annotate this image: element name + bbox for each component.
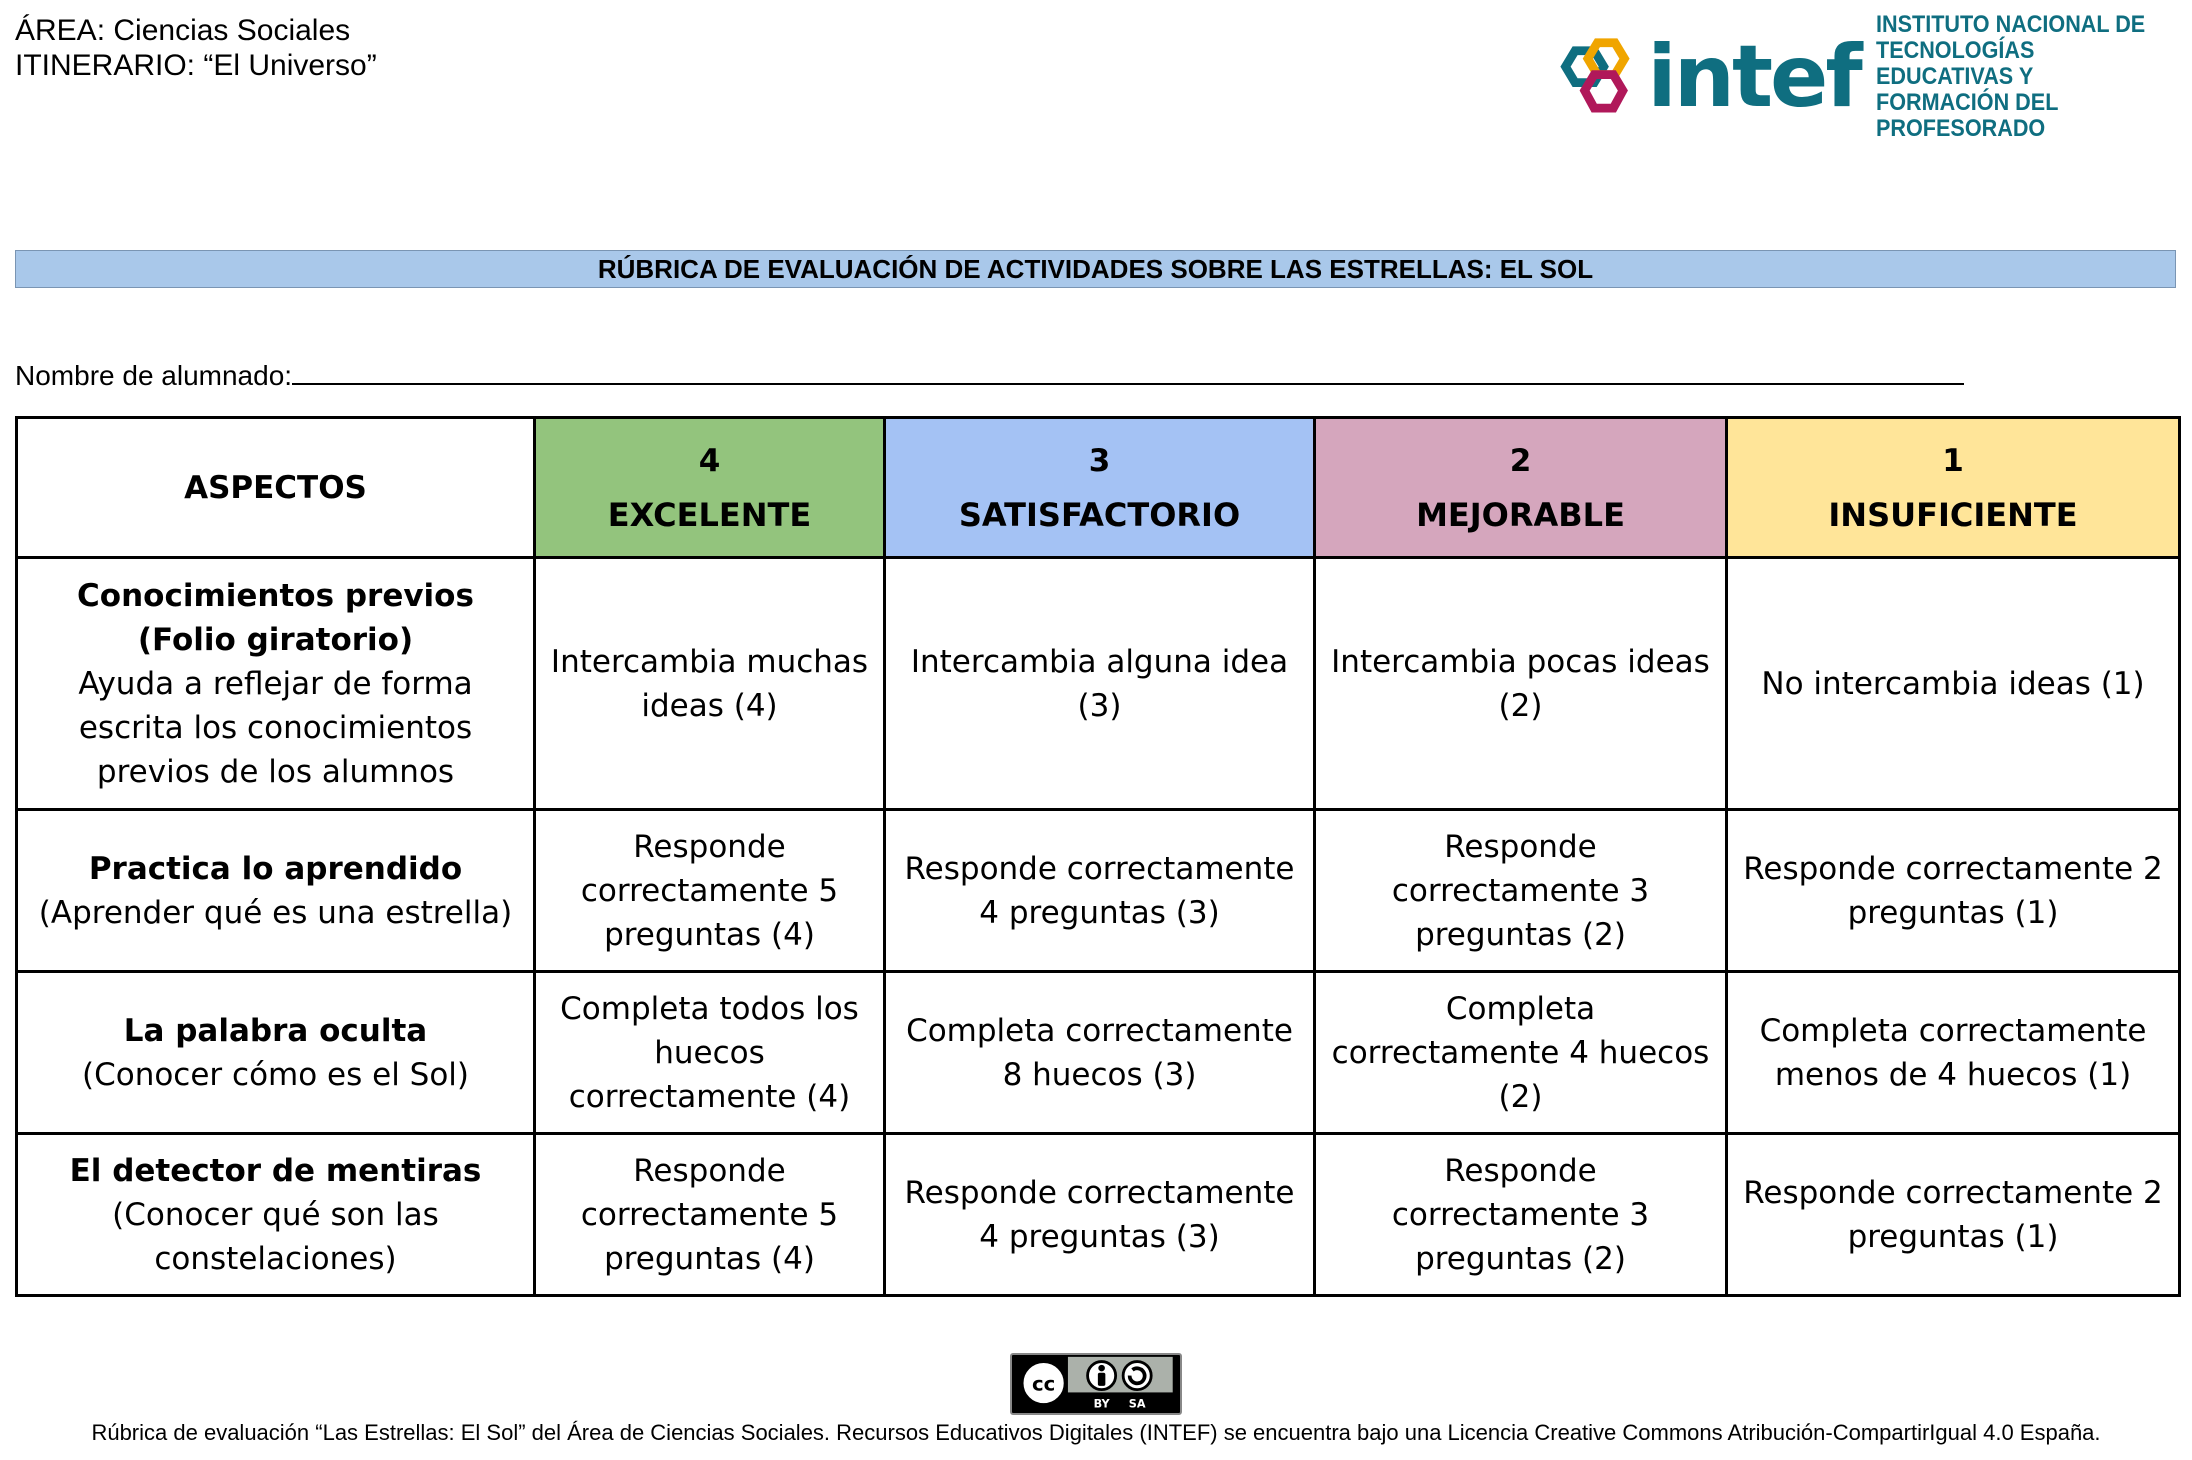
itinerario-label: ITINERARIO: “El Universo” bbox=[15, 49, 377, 82]
aspect-description: (Conocer cómo es el Sol) bbox=[81, 1056, 470, 1093]
criterion-cell: Responde correctamente 3 preguntas (2) bbox=[1315, 810, 1727, 972]
rubric-row bbox=[17, 810, 2180, 972]
rubric-row bbox=[17, 972, 2180, 1134]
student-name-blank-line bbox=[292, 355, 1964, 385]
by-body bbox=[1098, 1373, 1105, 1386]
criterion-cell: Intercambia pocas ideas (2) bbox=[1315, 558, 1727, 810]
level-header-excelente bbox=[535, 418, 885, 558]
aspect-cell bbox=[17, 972, 535, 1134]
institute-name bbox=[1876, 12, 2161, 142]
criterion-cell: Responde correctamente 4 preguntas (3) bbox=[885, 1134, 1315, 1296]
criterion-cell: Responde correctamente 3 preguntas (2) bbox=[1315, 1134, 1727, 1296]
criterion-cell: Intercambia alguna idea (3) bbox=[885, 558, 1315, 810]
criterion-cell: Responde correctamente 4 preguntas (3) bbox=[885, 810, 1315, 972]
criterion-cell: No intercambia ideas (1) bbox=[1727, 558, 2180, 810]
license-footer: Rúbrica de evaluación “Las Estrellas: El Sol” del Área de Ciencias Sociales. Recursos Educativos Digitales (INTEF) se encuentra bajo una Licencia Creative Commons Atribución-CompartirIgual 4.0 España. bbox=[91, 1420, 2101, 1445]
criterion-cell: Responde correctamente 2 preguntas (1) bbox=[1727, 1134, 2180, 1296]
by-head bbox=[1098, 1365, 1105, 1372]
criterion-cell: Completa correctamente 8 huecos (3) bbox=[885, 972, 1315, 1134]
student-name-field bbox=[15, 355, 1964, 394]
institute-line: FORMACIÓN DEL PROFESORADO bbox=[1875, 89, 2058, 142]
criterion-cell: Responde correctamente 2 preguntas (1) bbox=[1727, 810, 2180, 972]
aspect-description: Ayuda a reflejar de forma escrita los conocimientos previos de los alumnos bbox=[78, 665, 473, 790]
level-header-insuficiente bbox=[1727, 418, 2180, 558]
rubric-row bbox=[17, 558, 2180, 810]
aspect-title: La palabra oculta bbox=[123, 1012, 428, 1049]
rubric-table bbox=[15, 416, 2181, 1297]
criterion-cell: Completa correctamente 4 huecos (2) bbox=[1315, 972, 1727, 1134]
level-score: 2 bbox=[1509, 442, 1532, 479]
rubric-title: RÚBRICA DE EVALUACIÓN DE ACTIVIDADES SOBRE LAS ESTRELLAS: EL SOL bbox=[15, 250, 2176, 288]
level-name: INSUFICIENTE bbox=[1828, 495, 2078, 534]
rubric-header-row bbox=[17, 418, 2180, 558]
level-name: SATISFACTORIO bbox=[958, 495, 1241, 534]
criterion-cell: Completa todos los huecos correctamente (4) bbox=[535, 972, 885, 1134]
criterion-cell: Responde correctamente 5 preguntas (4) bbox=[535, 810, 885, 972]
sa-label: SA bbox=[1128, 1397, 1146, 1411]
aspect-title: Practica lo aprendido bbox=[88, 850, 463, 887]
intef-logo bbox=[1548, 12, 2192, 142]
level-score: 3 bbox=[1088, 442, 1111, 479]
institute-line: INSTITUTO NACIONAL DE bbox=[1875, 11, 2146, 38]
aspect-cell bbox=[17, 810, 535, 972]
level-name: EXCELENTE bbox=[607, 495, 812, 534]
aspect-description: (Conocer qué son las constelaciones) bbox=[112, 1196, 439, 1277]
area-label: ÁREA: Ciencias Sociales bbox=[15, 14, 351, 47]
student-name-label: Nombre de alumnado: bbox=[15, 360, 293, 391]
level-name: MEJORABLE bbox=[1416, 495, 1625, 534]
institute-line: TECNOLOGÍAS EDUCATIVAS Y bbox=[1875, 37, 2035, 90]
aspect-cell bbox=[17, 558, 535, 810]
level-score: 1 bbox=[1942, 442, 1964, 479]
by-label: BY bbox=[1093, 1397, 1110, 1411]
aspect-cell bbox=[17, 1134, 535, 1296]
cc-by-sa-badge-icon bbox=[1010, 1353, 1182, 1415]
criterion-cell: Responde correctamente 5 preguntas (4) bbox=[535, 1134, 885, 1296]
aspect-title: El detector de mentiras bbox=[69, 1152, 482, 1189]
level-score: 4 bbox=[698, 442, 721, 479]
cc-glyph: cc bbox=[1031, 1372, 1056, 1396]
criterion-cell: Completa correctamente menos de 4 huecos (1) bbox=[1727, 972, 2180, 1134]
aspect-title: Conocimientos previos (Folio giratorio) bbox=[77, 577, 474, 658]
intef-logo-mark-icon bbox=[1548, 22, 1637, 132]
criterion-cell: Intercambia muchas ideas (4) bbox=[535, 558, 885, 810]
level-header-satisfactorio bbox=[885, 418, 1315, 558]
intef-wordmark: intef bbox=[1647, 27, 1860, 127]
sa-icon bbox=[1123, 1362, 1151, 1390]
aspect-description: (Aprender qué es una estrella) bbox=[38, 894, 513, 931]
aspectos-header: ASPECTOS bbox=[17, 418, 535, 558]
document-header bbox=[15, 13, 377, 83]
level-header-mejorable bbox=[1315, 418, 1727, 558]
rubric-row bbox=[17, 1134, 2180, 1296]
